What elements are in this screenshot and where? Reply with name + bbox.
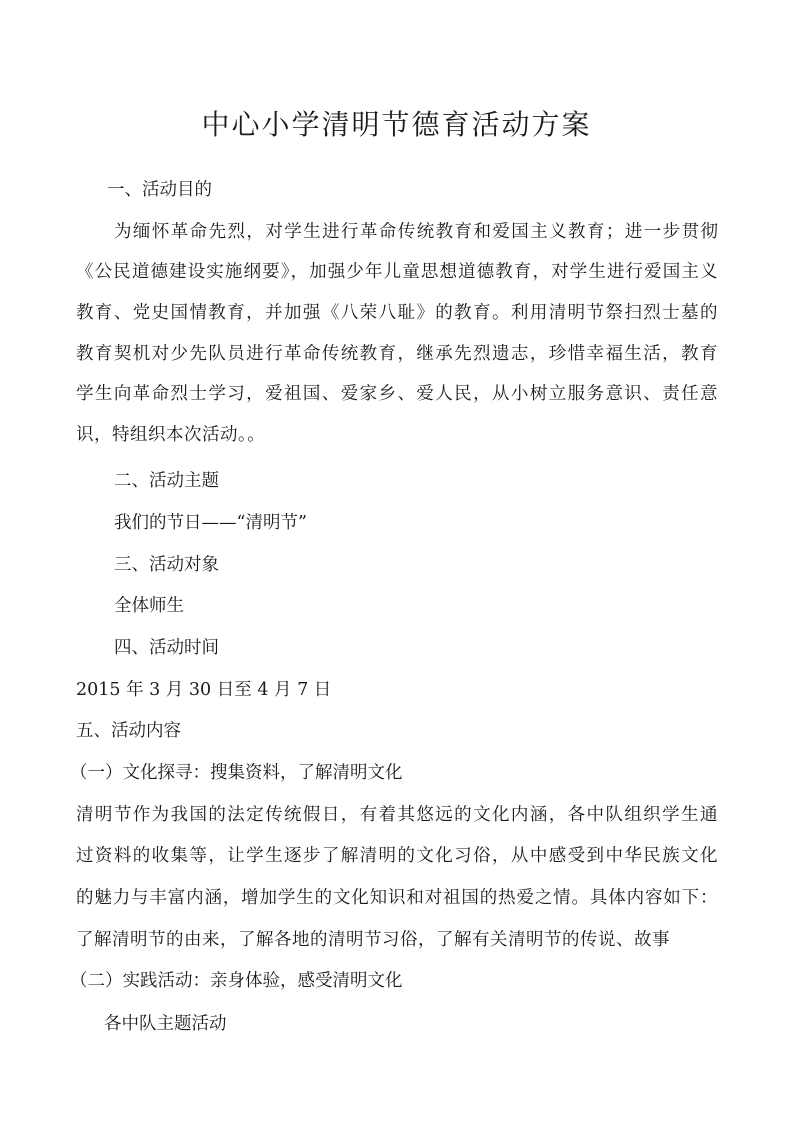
paragraph-line: 《公民道德建设实施纲要》，加强少年儿童思想道德教育，对学生进行爱国主义 bbox=[76, 262, 718, 282]
subsection-heading-culture: （一）文化探寻：搜集资料，了解清明文化 bbox=[70, 763, 403, 783]
document-title: 中心小学清明节德育活动方案 bbox=[201, 108, 592, 141]
theme-text: 我们的节日——“清明节” bbox=[114, 513, 307, 533]
paragraph-line: 为缅怀革命先烈，对学生进行革命传统教育和爱国主义教育；进一步贯彻 bbox=[114, 222, 718, 242]
paragraph-line: 教育、党史国情教育，并加强《八荣八耻》的教育。利用清明节祭扫烈士墓的 bbox=[76, 303, 718, 323]
practice-text: 各中队主题活动 bbox=[104, 1014, 227, 1034]
audience-text: 全体师生 bbox=[114, 596, 184, 616]
paragraph-line: 识，特组织本次活动。。 bbox=[76, 425, 266, 445]
section-heading-content: 五、活动内容 bbox=[76, 721, 181, 741]
time-text: 2015 年 3 月 30 日至 4 月 7 日 bbox=[76, 680, 332, 700]
paragraph-line: 了解清明节的由来，了解各地的清明节习俗，了解有关清明节的传说、故事 bbox=[76, 930, 670, 950]
paragraph-line: 过资料的收集等，让学生逐步了解清明的文化习俗，从中感受到中华民族文化 bbox=[76, 846, 718, 866]
paragraph-line: 的魅力与丰富内涵，增加学生的文化知识和对祖国的热爱之情。具体内容如下： bbox=[76, 888, 718, 908]
paragraph-line: 教育契机对少先队员进行革命传统教育，继承先烈遗志，珍惜幸福生活，教育 bbox=[76, 344, 718, 364]
section-heading-purpose: 一、活动目的 bbox=[107, 180, 212, 200]
section-heading-theme: 二、活动主题 bbox=[114, 471, 219, 491]
section-heading-audience: 三、活动对象 bbox=[114, 555, 219, 575]
section-heading-time: 四、活动时间 bbox=[114, 638, 219, 658]
subsection-heading-practice: （二）实践活动：亲身体验，感受清明文化 bbox=[70, 971, 403, 991]
paragraph-line: 学生向革命烈士学习，爱祖国、爱家乡、爱人民，从小树立服务意识、责任意 bbox=[76, 384, 718, 404]
paragraph-line: 清明节作为我国的法定传统假日，有着其悠远的文化内涵，各中队组织学生通 bbox=[76, 805, 718, 825]
